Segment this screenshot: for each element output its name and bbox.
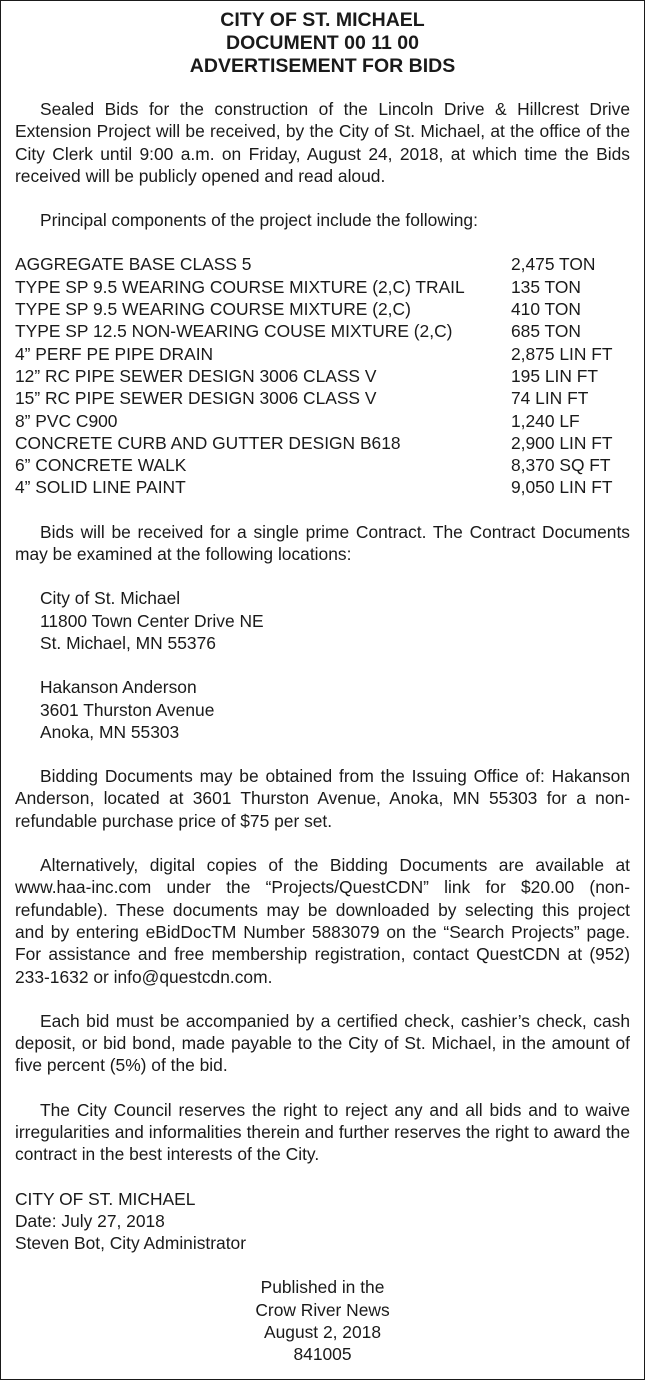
bid-item-quantity: 195 LIN FT <box>511 365 598 386</box>
notice-heading <box>15 9 630 78</box>
publication-line: Published in the <box>260 1277 385 1298</box>
bid-item-row <box>15 298 630 320</box>
bid-item-row <box>15 454 630 476</box>
heading-title: ADVERTISEMENT FOR BIDS <box>189 55 456 77</box>
reservation-paragraph: The City Council reserves the right to reject any and all bids and to waive irregularities and informalities therein and further reserves the right to award the contract in the best interests of the City. <box>15 1099 630 1165</box>
bid-item-quantity: 9,050 LIN FT <box>511 477 613 498</box>
location-address-city <box>15 587 630 654</box>
bid-item-name: 15” RC PIPE SEWER DESIGN 3006 CLASS V <box>15 388 377 409</box>
bid-item-quantity: 410 TON <box>511 299 581 320</box>
bid-item-quantity: 74 LIN FT <box>511 388 589 409</box>
bid-item-row <box>15 476 630 498</box>
bid-security-paragraph: Each bid must be accompanied by a certified check, cashier’s check, cash deposit, or bid bond, made payable to the City of St. Michael, in the amount of five percent (5%) of the bid. <box>15 1010 630 1076</box>
contract-paragraph: Bids will be received for a single prime Contract. The Contract Documents may be examined at the following locations: <box>15 521 630 565</box>
bid-item-quantity: 135 TON <box>511 276 581 297</box>
address-line: Hakanson Anderson <box>40 677 197 698</box>
components-paragraph: Principal components of the project include the following: <box>40 210 478 231</box>
bid-item-name: TYPE SP 9.5 WEARING COURSE MIXTURE (2,C) <box>15 299 411 320</box>
bid-item-name: 6” CONCRETE WALK <box>15 455 187 476</box>
bid-item-name: AGGREGATE BASE CLASS 5 <box>15 254 252 275</box>
bid-item-name: TYPE SP 9.5 WEARING COURSE MIXTURE (2,C) TRAIL <box>15 276 465 297</box>
bid-item-row <box>15 387 630 409</box>
intro-paragraph: Sealed Bids for the construction of the Lincoln Drive & Hillcrest Drive Extension Project will be received, by the City of St. Michael, at the office of the City Clerk until 9:00 a.m. on Friday, August 24, 2018, at which time the Bids received will be publicly opened and read aloud. <box>15 99 630 186</box>
bid-item-row <box>15 432 630 454</box>
address-line: City of St. Michael <box>40 588 181 609</box>
bid-item-quantity: 1,240 LF <box>511 410 580 431</box>
bid-item-quantity: 685 TON <box>511 321 581 342</box>
heading-document-number: DOCUMENT 00 11 00 <box>226 32 419 54</box>
address-line: 11800 Town Center Drive NE <box>40 610 264 631</box>
bid-items-list <box>15 253 630 498</box>
publication-block <box>15 1276 630 1365</box>
bid-item-name: 4” SOLID LINE PAINT <box>15 477 186 498</box>
publication-date: August 2, 2018 <box>264 1322 381 1343</box>
bid-item-row <box>15 253 630 275</box>
bid-item-row <box>15 365 630 387</box>
bid-item-quantity: 2,875 LIN FT <box>511 343 613 364</box>
signature-block <box>15 1188 630 1255</box>
signature-entity: CITY OF ST. MICHAEL <box>15 1188 196 1209</box>
bid-item-quantity: 2,475 TON <box>511 254 596 275</box>
bid-item-row <box>15 276 630 298</box>
bidding-documents-paragraph: Bidding Documents may be obtained from the Issuing Office of: Hakanson Anderson, located at 3601 Thurston Avenue, Anoka, MN 55303 for a non-refundable purchase price of $75 per set. <box>15 766 630 831</box>
bid-item-name: TYPE SP 12.5 NON-WEARING COUSE MIXTURE (2,C) <box>15 321 453 342</box>
bid-item-row <box>15 343 630 365</box>
bid-item-quantity: 2,900 LIN FT <box>511 432 613 453</box>
publication-newspaper: Crow River News <box>255 1299 390 1320</box>
bid-item-name: CONCRETE CURB AND GUTTER DESIGN B618 <box>15 432 401 453</box>
digital-copies-paragraph: Alternatively, digital copies of the Bidding Documents are available at www.haa-inc.com under the “Projects/QuestCDN” link for $20.00 (non-refundable). These documents may be downloaded by selecting this project and by entering eBidDocTM Number 5883079 on the “Search Projects” page. For assistance and free membership registration, contact QuestCDN at (952) 233-1632 or info@questcdn.com. <box>15 855 630 987</box>
signature-signer: Steven Bot, City Administrator <box>15 1233 247 1254</box>
publication-number: 841005 <box>293 1344 352 1365</box>
bid-item-name: 12” RC PIPE SEWER DESIGN 3006 CLASS V <box>15 365 377 386</box>
heading-city: CITY OF ST. MICHAEL <box>220 9 425 31</box>
bid-item-quantity: 8,370 SQ FT <box>511 455 611 476</box>
address-line: Anoka, MN 55303 <box>40 721 180 742</box>
address-line: 3601 Thurston Avenue <box>40 699 215 720</box>
signature-date: Date: July 27, 2018 <box>15 1210 165 1231</box>
bid-item-row <box>15 410 630 432</box>
address-line: St. Michael, MN 55376 <box>40 632 216 653</box>
bid-item-name: 8” PVC C900 <box>15 410 118 431</box>
location-address-engineer <box>15 676 630 743</box>
bid-item-name: 4” PERF PE PIPE DRAIN <box>15 343 214 364</box>
bid-item-row <box>15 320 630 342</box>
